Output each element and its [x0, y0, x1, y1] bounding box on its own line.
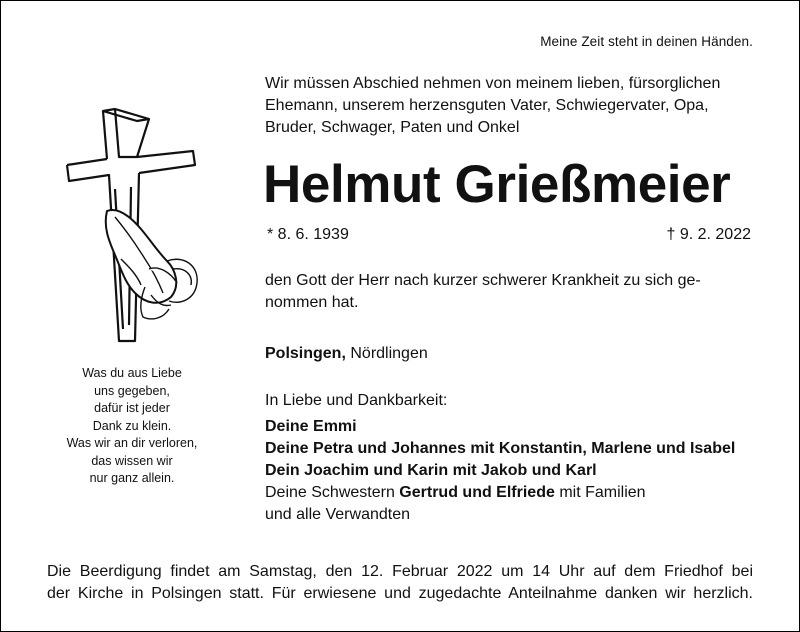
- poem-line: nur ganz allein.: [89, 471, 175, 485]
- family-list: [265, 416, 765, 526]
- family-sisters-names: Gertrud und Elfriede: [399, 484, 555, 501]
- family-line: Deine Emmi: [265, 418, 357, 435]
- deceased-name: Helmut Grießmeier: [263, 155, 731, 214]
- family-line: Deine Petra und Johannes mit Konstantin, Marlene und Isabel: [265, 440, 736, 457]
- poem-line: Dank zu klein.: [92, 418, 172, 433]
- place-town: Polsingen,: [265, 345, 346, 362]
- intro-line: Ehemann, unserem herzensguten Vater, Schwiegervater, Opa,: [265, 97, 709, 114]
- family-line: und alle Verwandten: [265, 506, 410, 523]
- funeral-line: der Kirche in Polsingen statt. Für erwiesene und zugedachte Anteilnahme danken wir herzlich.: [47, 585, 753, 602]
- poem-line: dafür ist jeder: [94, 401, 170, 415]
- family-line: [265, 482, 765, 504]
- family-sisters-prefix: Deine Schwestern: [265, 484, 395, 501]
- cross-with-praying-hands-icon: [59, 89, 209, 359]
- intro-text: [265, 73, 757, 139]
- intro-line: Wir müssen Abschied nehmen von meinem lieben, fürsorglichen: [265, 75, 721, 92]
- gratitude-heading: In Liebe und Dankbarkeit:: [265, 392, 448, 409]
- intro-line: Bruder, Schwager, Paten und Onkel: [265, 119, 520, 136]
- poem: [43, 365, 221, 488]
- poem-line: Was du aus Liebe: [82, 366, 182, 380]
- poem-line: das wissen wir: [91, 453, 173, 468]
- family-sisters-suffix: mit Familien: [559, 484, 646, 501]
- motto: Meine Zeit steht in deinen Händen.: [540, 34, 753, 49]
- poem-line: uns gegeben,: [94, 383, 170, 398]
- place-region: Nördlingen: [350, 345, 428, 362]
- funeral-notice: [47, 561, 753, 605]
- funeral-line: Die Beerdigung findet am Samstag, den 12. Februar 2022 um 14 Uhr auf dem Friedhof bei: [47, 563, 753, 580]
- birth-date: * 8. 6. 1939: [267, 226, 349, 243]
- family-line: Dein Joachim und Karin mit Jakob und Karl: [265, 462, 597, 479]
- death-date: † 9. 2. 2022: [666, 226, 751, 243]
- poem-line: Was wir an dir verloren,: [66, 436, 198, 450]
- place: [265, 345, 428, 363]
- death-statement: den Gott der Herr nach kurzer schwerer Krankheit zu sich ge- nommen hat.: [265, 272, 701, 311]
